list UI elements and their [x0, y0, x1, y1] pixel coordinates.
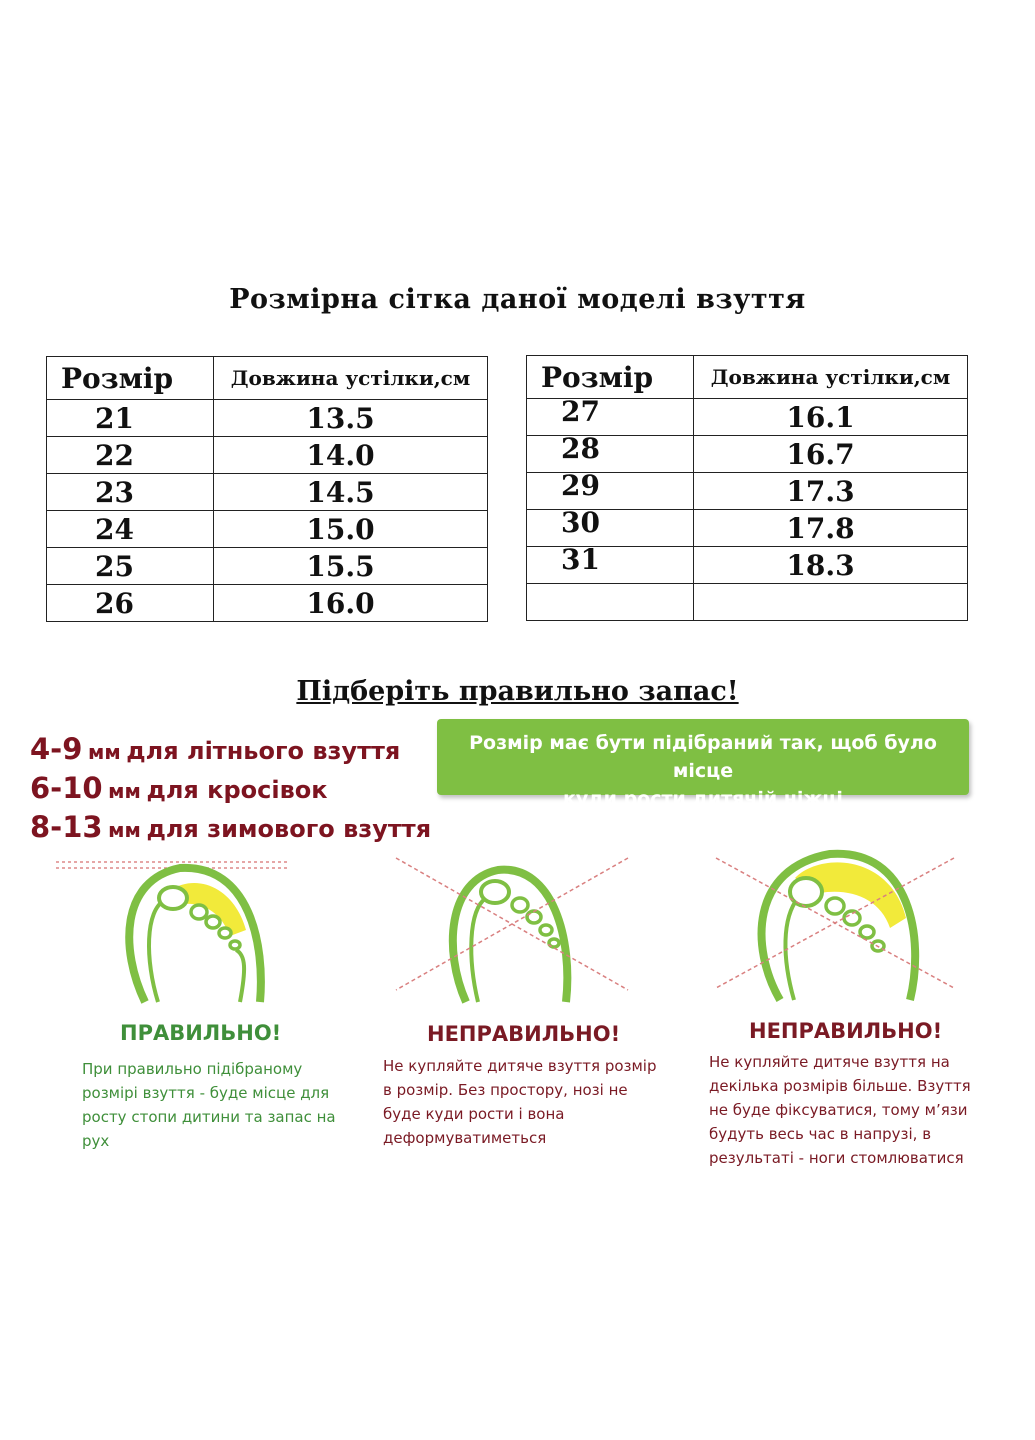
description-line: будуть весь час в напрузі, в: [709, 1125, 932, 1143]
length-cell: 15.5: [214, 548, 488, 585]
description-correct: [82, 1057, 336, 1153]
allowance-range: 4-9: [30, 732, 83, 766]
table-row: [527, 473, 968, 510]
size-cell: 28: [527, 436, 694, 473]
length-cell: 13.5: [214, 400, 488, 437]
verdict-tight: НЕПРАВИЛЬНО!: [427, 1022, 621, 1046]
size-cell: 22: [47, 437, 214, 474]
allowance-text: для кросівок: [146, 776, 328, 804]
description-line: росту стопи дитини та запас на: [82, 1108, 336, 1126]
table-row: [47, 437, 488, 474]
allowance-item: [30, 732, 431, 771]
header-length: Довжина устілки,см: [694, 356, 968, 399]
size-cell: 26: [47, 585, 214, 622]
table-row: [527, 436, 968, 473]
table-row: [527, 547, 968, 584]
description-line: результаті - ноги стомлюватися: [709, 1149, 964, 1167]
foot-correct-illustration: [50, 850, 290, 1010]
table-row: [527, 510, 968, 547]
length-cell: 14.0: [214, 437, 488, 474]
allowance-list: [30, 732, 431, 849]
description-loose: [709, 1050, 971, 1170]
table-row: [47, 511, 488, 548]
description-line: деформуватиметься: [383, 1129, 547, 1147]
length-cell: 14.5: [214, 474, 488, 511]
banner-line: куди рости дитячій ніжці: [563, 788, 843, 810]
section-subtitle: Підберіть правильно запас!: [296, 676, 739, 707]
allowance-range: 8-13: [30, 810, 103, 844]
description-line: декілька розмірів більше. Взуття: [709, 1077, 971, 1095]
header-size: Розмір: [527, 356, 694, 399]
description-line: При правильно підібраному: [82, 1060, 303, 1078]
description-line: розмірі взуття - буде місце для: [82, 1084, 330, 1102]
header-length: Довжина устілки,см: [214, 357, 488, 400]
allowance-text: для літнього взуття: [126, 737, 401, 765]
description-line: Не купляйте дитяче взуття на: [709, 1053, 950, 1071]
size-cell: 27: [527, 399, 694, 436]
verdict-correct: ПРАВИЛЬНО!: [120, 1021, 282, 1045]
size-cell: 23: [47, 474, 214, 511]
description-line: Не купляйте дитяче взуття розмір: [383, 1057, 657, 1075]
description-line: буде куди рости і вона: [383, 1105, 565, 1123]
allowance-unit: мм: [108, 818, 141, 842]
size-cell: 24: [47, 511, 214, 548]
size-cell: 25: [47, 548, 214, 585]
description-line: не буде фіксуватися, тому м’язи: [709, 1101, 968, 1119]
table-header-row: [527, 356, 968, 399]
length-cell: 16.7: [694, 436, 968, 473]
size-table-right: [526, 355, 968, 621]
length-cell: [694, 584, 968, 621]
length-cell: 15.0: [214, 511, 488, 548]
length-cell: 16.0: [214, 585, 488, 622]
page-title: Розмірна сітка даної моделі взуття: [229, 284, 806, 315]
description-tight: [383, 1054, 657, 1150]
length-cell: 17.3: [694, 473, 968, 510]
foot-tight-illustration: [388, 850, 638, 1010]
length-cell: 16.1: [694, 399, 968, 436]
table-row: [527, 399, 968, 436]
allowance-unit: мм: [87, 740, 121, 764]
size-cell: 21: [47, 400, 214, 437]
table-row: [47, 400, 488, 437]
foot-loose-illustration: [710, 848, 960, 1008]
table-row: [47, 585, 488, 622]
size-cell: [527, 584, 694, 621]
table-header-row: [47, 357, 488, 400]
allowance-text: для зимового взуття: [146, 815, 432, 843]
verdict-loose: НЕПРАВИЛЬНО!: [749, 1019, 943, 1043]
banner-line: Розмір має бути підібраний так, щоб було місце: [469, 732, 937, 782]
allowance-item: [30, 771, 431, 810]
length-cell: 17.8: [694, 510, 968, 547]
size-table-left: [46, 356, 488, 622]
allowance-range: 6-10: [30, 771, 103, 805]
table-row: [47, 548, 488, 585]
allowance-item: [30, 810, 431, 849]
description-line: рух: [82, 1132, 110, 1150]
description-line: в розмір. Без простору, нозі не: [383, 1081, 628, 1099]
table-row: [47, 474, 488, 511]
size-cell: 31: [527, 547, 694, 584]
size-cell: 30: [527, 510, 694, 547]
info-banner: [437, 719, 969, 810]
length-cell: 18.3: [694, 547, 968, 584]
header-size: Розмір: [47, 357, 214, 400]
table-row: [527, 584, 968, 621]
allowance-unit: мм: [108, 779, 141, 803]
size-cell: 29: [527, 473, 694, 510]
